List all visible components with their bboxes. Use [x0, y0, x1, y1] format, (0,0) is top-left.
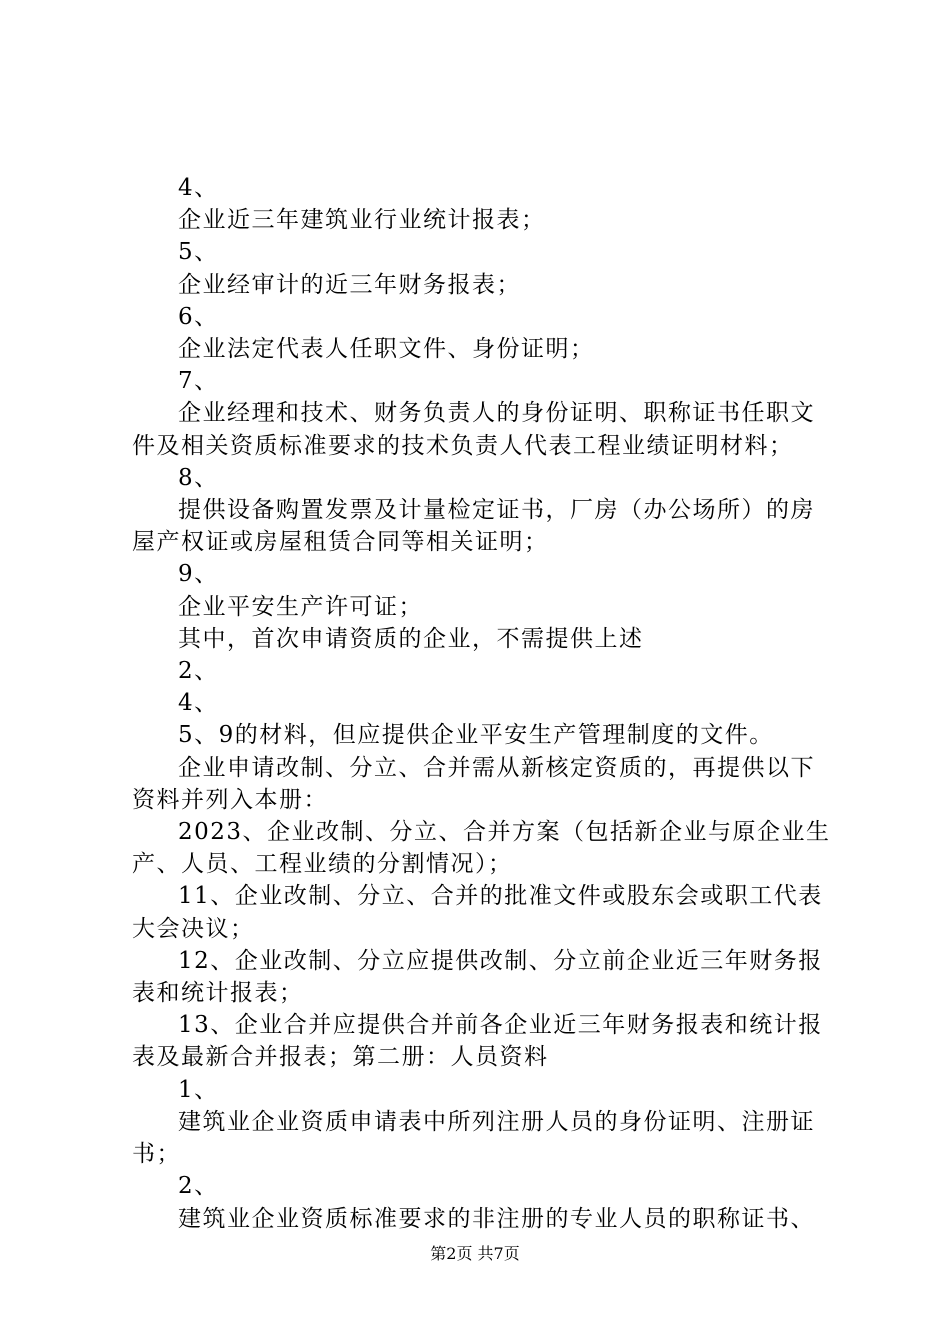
- paragraph: 9、: [178, 561, 219, 588]
- paragraph: 2、: [178, 1173, 219, 1200]
- paragraph: 企业近三年建筑业行业统计报表；: [178, 207, 546, 234]
- paragraph: 建筑业企业资质标准要求的非注册的专业人员的职称证书、: [178, 1205, 815, 1232]
- paragraph: 建筑业企业资质申请表中所列注册人员的身份证明、注册证书；: [132, 1108, 815, 1168]
- paragraph: 2、: [178, 658, 219, 685]
- page-number-footer: 第2页 共7页: [430, 1244, 520, 1263]
- paragraph: 4、: [178, 175, 219, 201]
- paragraph: 4、: [178, 690, 219, 717]
- paragraph: 7、: [178, 368, 219, 395]
- paragraph: 11、企业改制、分立、合并的批准文件或股东会或职工代表大会决议；: [132, 883, 823, 942]
- paragraph: 2023、企业改制、分立、合并方案（包括新企业与原企业生产、人员、工程业绩的分割情况）；: [132, 819, 831, 878]
- paragraph: 5、9的材料，但应提供企业平安生产管理制度的文件。: [178, 722, 774, 749]
- paragraph: 其中，首次申请资质的企业，不需提供上述: [178, 625, 644, 652]
- document-body: [132, 172, 832, 1235]
- paragraph: 6、: [178, 303, 219, 330]
- paragraph: 8、: [178, 464, 219, 491]
- paragraph: 12、企业改制、分立应提供改制、分立前企业近三年财务报表和统计报表；: [132, 947, 823, 1007]
- paragraph: 企业法定代表人任职文件、身份证明；: [178, 336, 595, 363]
- paragraph: 企业申请改制、分立、合并需从新核定资质的，再提供以下资料并列入本册：: [132, 754, 815, 813]
- paragraph: 企业平安生产许可证；: [178, 593, 423, 620]
- paragraph: 13、企业合并应提供合并前各企业近三年财务报表和统计报表及最新合并报表；第二册：人员资料: [132, 1012, 823, 1071]
- paragraph: 1、: [178, 1076, 219, 1103]
- paragraph: 企业经理和技术、财务负责人的身份证明、职称证书任职文件及相关资质标准要求的技术负责人代表工程业绩证明材料；: [132, 400, 815, 459]
- paragraph: 企业经审计的近三年财务报表；: [178, 271, 521, 298]
- paragraph: 5、: [178, 239, 219, 266]
- paragraph: 提供设备购置发票及计量检定证书，厂房（办公场所）的房屋产权证或房屋租赁合同等相关证明；: [132, 497, 815, 556]
